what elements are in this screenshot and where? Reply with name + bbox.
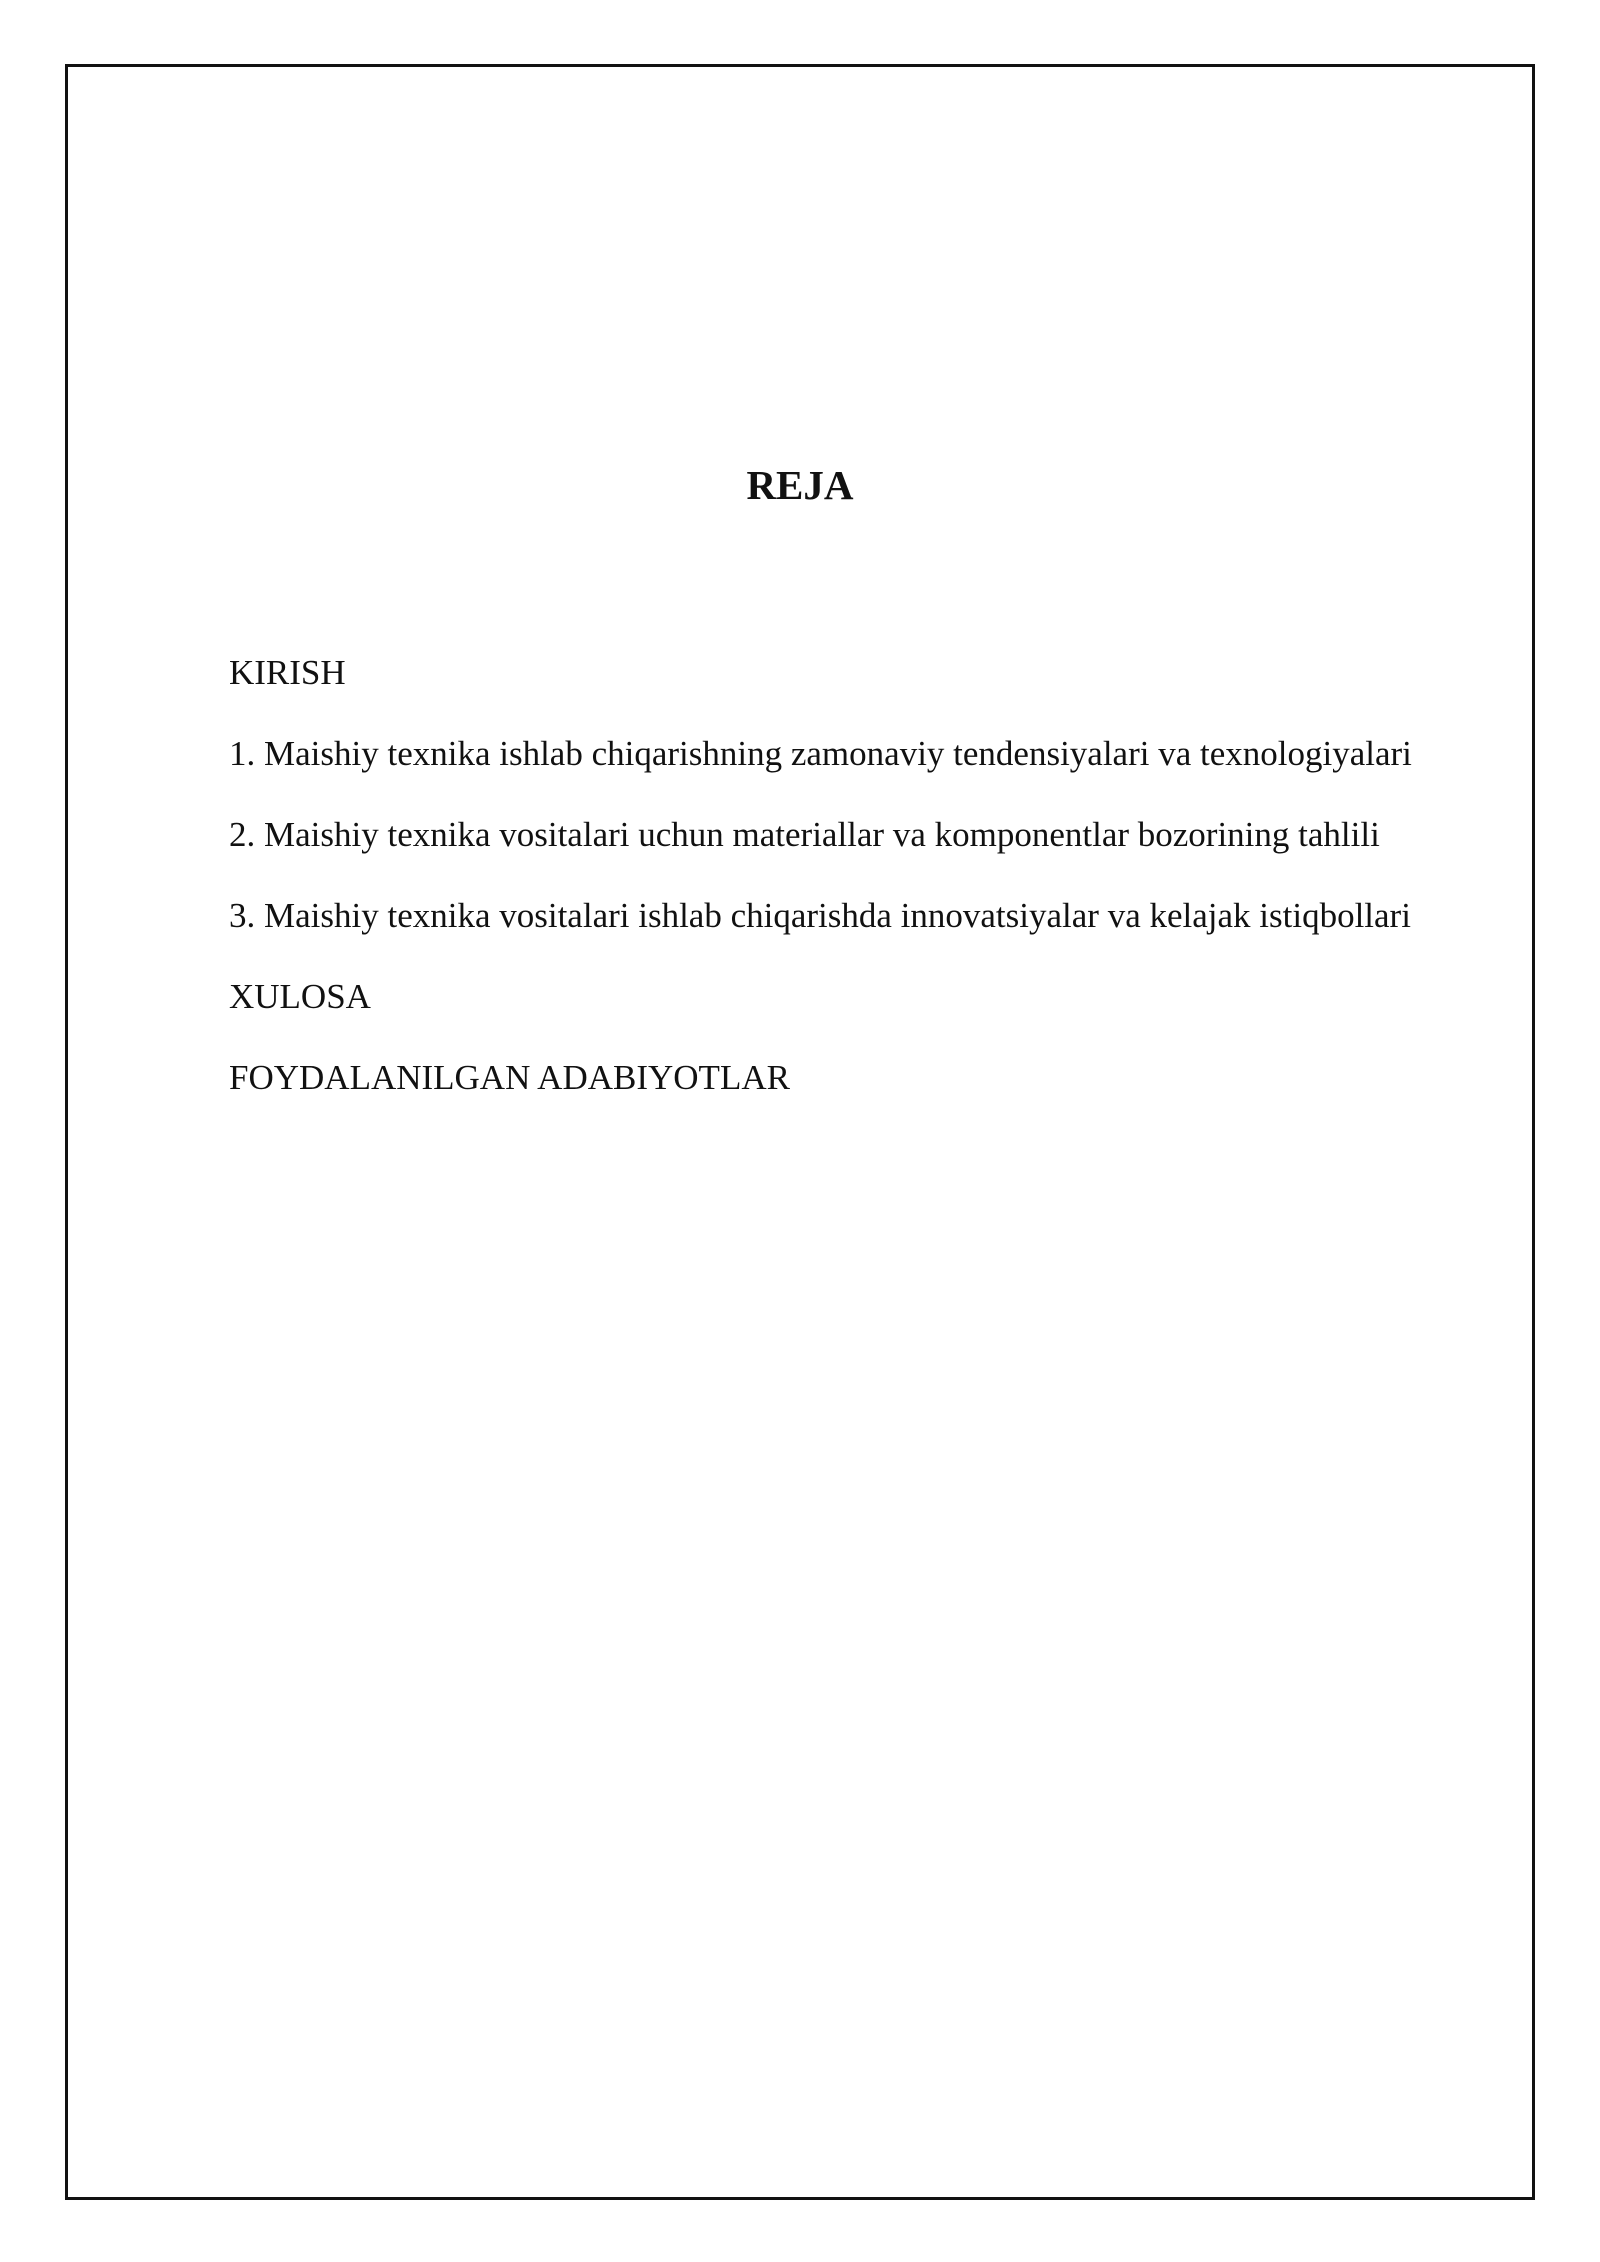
plan-item-section-1: 1. Maishiy texnika ishlab chiqarishning zamonaviy tendensiyalari va texnologiyalari bbox=[229, 734, 1412, 773]
plan-item-references: FOYDALANILGAN ADABIYOTLAR bbox=[229, 1058, 790, 1097]
plan-list bbox=[229, 641, 1489, 1127]
plan-item-section-3: 3. Maishiy texnika vositalari ishlab chiqarishda innovatsiyalar va kelajak istiqbollari bbox=[229, 896, 1411, 935]
plan-item-section-2: 2. Maishiy texnika vositalari uchun materiallar va komponentlar bozorining tahlili bbox=[229, 815, 1380, 854]
plan-item-conclusion: XULOSA bbox=[229, 977, 371, 1016]
plan-item-introduction: KIRISH bbox=[229, 653, 346, 692]
page-border bbox=[65, 64, 1535, 2200]
page-title: REJA bbox=[746, 462, 854, 508]
